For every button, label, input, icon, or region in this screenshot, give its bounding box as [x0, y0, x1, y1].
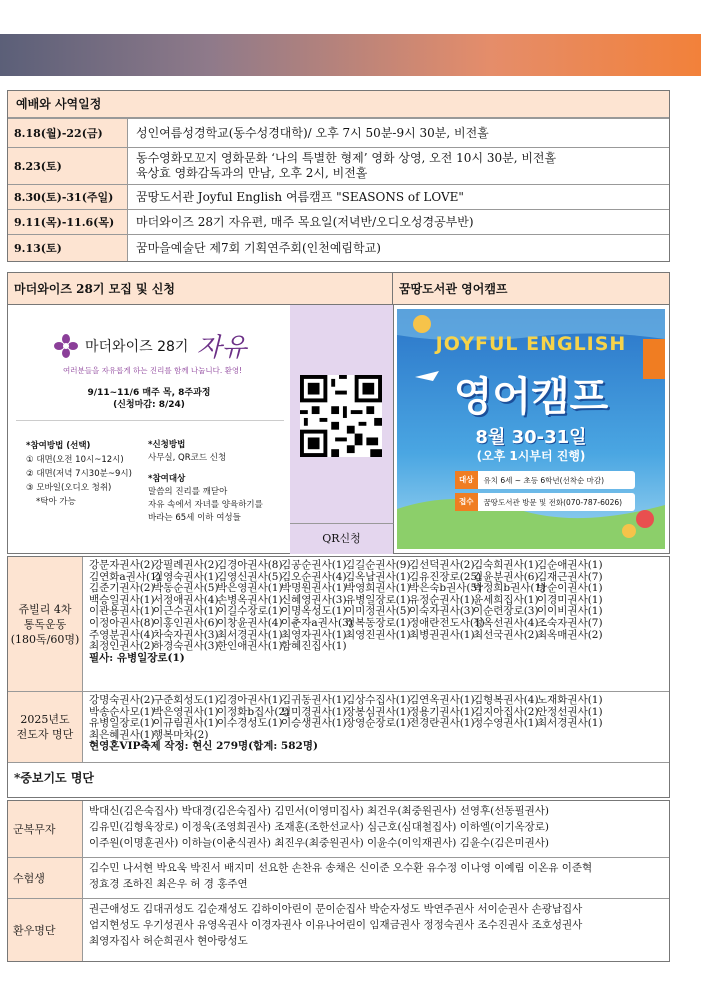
- camp-banner-date: 8월 30-31일: [475, 427, 587, 448]
- member-name: 정옥선권사(4): [473, 616, 539, 629]
- military-line: 박대신(김은숙집사) 박대경(김은숙집사) 김민서(이영미집사) 최건우(최중원권사) 선영후(선동필권사): [89, 805, 550, 817]
- member-name: 최정인권사(2): [89, 640, 155, 653]
- member-name: 장영순장로(1): [345, 717, 411, 730]
- jubilee-label: [8, 557, 83, 691]
- target-text: 바라는 65세 이하 여성들: [148, 513, 241, 523]
- member-name: 이정화b집사(2): [217, 705, 290, 718]
- qr-cell: [290, 305, 394, 523]
- camp-apply-label: 접수: [455, 493, 478, 511]
- programs-section: [7, 272, 670, 554]
- member-name: 정수영권사(1): [473, 717, 539, 730]
- military-label: 군복무자: [8, 801, 83, 857]
- camp-banner-time: (오후 1시부터 진행): [476, 449, 586, 463]
- method-item: ② 대면(저녁 7시30분~9시): [26, 469, 132, 479]
- exam-line: 김수민 나서현 박요욱 박진서 배지미 선요한 손찬유 송채은 신이준 오수환 유수정 이나영 이예림 이온유 이준혁: [89, 862, 593, 874]
- member-name: 최병권권사(1): [409, 628, 475, 641]
- jubilee-label-line: 통독운동: [23, 617, 67, 631]
- patient-line: 권근애성도 김대귀성도 김순재성도 김하이아린이 문이순집사 박순자성도 박연주권사 서이순권사 손광남집사: [89, 903, 583, 915]
- poster-divider: [16, 420, 284, 421]
- poster-apply: [148, 439, 263, 525]
- schedule-date: 9.13(토): [8, 235, 128, 261]
- jubilee-row: [8, 557, 669, 692]
- schedule-row: [8, 118, 669, 147]
- member-name: 최서경권사(1): [537, 717, 603, 730]
- member-name: 김경아권사(1): [217, 694, 283, 706]
- member-name: 한인애권사(1): [217, 640, 283, 653]
- poster-header: [53, 327, 247, 364]
- member-name: 김유진장로(25): [409, 570, 482, 583]
- schedule-text: 마더와이즈 28기 자유편, 매주 목요일(저녁반/오디오성경공부반): [136, 214, 474, 229]
- camp-title: 꿈땅도서관 영어캠프: [393, 273, 669, 305]
- apply-text: 사무실, QR코드 신청: [148, 453, 227, 463]
- schedule-date: 8.23(토): [8, 148, 128, 184]
- member-name: 이관용권사(1): [89, 605, 155, 618]
- evangelist-row: [8, 692, 669, 763]
- schedule-row: [8, 184, 669, 209]
- member-name: 장봉심권사(1): [345, 705, 411, 718]
- camp-banner: [397, 309, 665, 549]
- poster-title: 마더와이즈 28기: [85, 338, 189, 355]
- member-name: 최선국권사(2): [473, 628, 539, 641]
- member-name: 함혜진집사(1): [281, 640, 347, 653]
- member-name: 김길순권사(9): [345, 559, 411, 571]
- jubilee-label-line: (180독/60명): [10, 632, 80, 646]
- member-name: 안정선권사(1): [537, 705, 603, 718]
- schedule-title: 예배와 사역일정: [8, 91, 669, 118]
- method-item: *탁아 가능: [36, 497, 76, 507]
- member-name: 노재화권사(1): [537, 694, 603, 706]
- qr-code[interactable]: [300, 375, 382, 457]
- member-name: 최서경권사(1): [217, 628, 283, 641]
- schedule-text: 동수영화모꼬지 영화문화 ‘나의 특별한 형제’ 영화 상영, 오전 10시 30분, 비전홀: [136, 151, 557, 165]
- exam-line: 정효경 조하진 최은우 허 경 홍주연: [89, 878, 248, 890]
- member-name: 김선덕권사(2): [409, 559, 475, 571]
- member-name: 이홍인권사(6): [153, 616, 219, 629]
- schedule-row: [8, 234, 669, 261]
- target-title: *참여대상: [148, 474, 186, 484]
- member-name: 유병일장로(1): [89, 717, 155, 730]
- member-name: 이경미권사(1): [537, 593, 603, 606]
- poster-sub: 여러분들을 자유롭게 하는 진리를 함께 나눕니다. 환영!: [63, 366, 243, 375]
- method-title: *참여방법 (선택): [26, 441, 91, 451]
- poster-dates: 9/11~11/6 매주 목, 8주과정: [87, 388, 211, 398]
- member-name: 강문자권사(2): [89, 559, 155, 571]
- schedule-date: 9.11(목)-11.6(목): [8, 210, 128, 234]
- member-name: 주영분권사(4): [89, 628, 155, 641]
- member-name: 박명원권사(1): [281, 582, 347, 595]
- member-name: 김영신권사(5): [217, 570, 283, 583]
- camp-banner-main: 영어캠프: [453, 374, 609, 420]
- exam-row: [8, 857, 669, 898]
- evangelist-label: [8, 692, 83, 762]
- poster-deadline: (신청마감: 8/24): [113, 400, 185, 410]
- prayer-title: *중보기도 명단: [14, 771, 95, 785]
- member-name: 이규림권사(1): [153, 717, 219, 730]
- member-name: 김상수집사(1): [345, 694, 411, 706]
- poster-method: [26, 439, 132, 509]
- member-name: 최옥매권사(2): [537, 628, 603, 641]
- member-name: 손병옥권사(1): [217, 593, 283, 606]
- schedule-text: 육상효 영화감독과의 만남, 오후 2시, 비전홀: [136, 166, 368, 180]
- top-banner: [0, 34, 701, 76]
- member-name: 이정아권사(8): [89, 616, 155, 629]
- member-name: 김귀동권사(1): [281, 694, 347, 706]
- member-name: 행복마차(2): [153, 728, 209, 741]
- member-name: 유정순권사(1): [409, 593, 475, 606]
- member-name: 김옥남권사(1): [345, 570, 411, 583]
- camp-apply-text: 꿈땅도서관 방문 및 전화(070-787-6026): [483, 497, 623, 507]
- schedule-row: [8, 209, 669, 234]
- evangelist-label-line: 전도자 명단: [16, 728, 74, 741]
- target-text: 자유 속에서 자녀를 양육하기를: [148, 500, 263, 510]
- military-line: 이주원(이명훈권사) 이하늘(이춘식권사) 최진우(최중원권사) 이윤수(이익재권사) 김윤수(김은미권사): [89, 837, 550, 849]
- member-name: 김순애권사(1): [537, 559, 603, 571]
- member-name: 이춘자a권사(3): [281, 616, 353, 629]
- member-name: 김오순권사(4): [281, 570, 347, 583]
- camp-target-box: [455, 471, 635, 489]
- member-name: 이숙자권사(3): [409, 605, 475, 618]
- schedule-text: 꿈마을예술단 제7회 기획연주회(인천예림학교): [136, 240, 381, 255]
- member-name: 강명숙권사(2): [89, 694, 155, 706]
- member-name: 윤세희집사(1): [473, 593, 539, 606]
- member-name: 서정애권사(4): [153, 593, 219, 606]
- vip-festival-note: 현영혼VIP축제 작정: 현신 279명(합계: 582명): [89, 740, 318, 753]
- member-name: 방순이권사(1): [537, 582, 603, 595]
- member-name: 김준기권사(2): [89, 582, 155, 595]
- member-name: 김연옥권사(1): [409, 694, 475, 706]
- member-name: 정용기권사(1): [409, 705, 475, 718]
- camp-banner-top: JOYFUL ENGLISH: [435, 333, 627, 355]
- flower-icon: [53, 333, 79, 359]
- member-name: 최은혜권사(1): [89, 728, 155, 741]
- jubilee-names: [83, 557, 669, 691]
- exam-list: [83, 858, 669, 898]
- member-name: 정복동장로(1): [345, 616, 411, 629]
- member-name: 이미정권사(5): [345, 605, 411, 618]
- member-name: 신혜영권사(3): [281, 593, 347, 606]
- military-list: [83, 801, 669, 857]
- member-name: 정애란전도사(1): [409, 616, 485, 629]
- schedule-row: [8, 147, 669, 184]
- military-row: [8, 801, 669, 857]
- exam-label: 수험생: [8, 858, 83, 898]
- schedule-text: 성인여름성경학교(동수성경대학)/ 오후 7시 50분-9시 30분, 비전홀: [136, 125, 489, 140]
- member-name: 박정희b권사(1): [473, 582, 546, 595]
- member-name: 김숙희권사(1): [473, 559, 539, 571]
- member-name: 김영숙권사(1): [153, 570, 219, 583]
- member-name: 박송순사모(1): [89, 705, 155, 718]
- member-name: 박은영권사(1): [217, 582, 283, 595]
- member-name: 이길수장로(1): [217, 605, 283, 618]
- member-name: 박영희권사(1): [345, 582, 411, 595]
- member-name: 전경란권사(1): [409, 717, 475, 730]
- member-name: 김경아권사(8): [217, 559, 283, 571]
- member-name: 박은숙b권사(5): [409, 582, 482, 595]
- apply-title: *신청방법: [148, 440, 186, 450]
- member-name: 박은영권사(1): [153, 705, 219, 718]
- member-name: 이수경성도(1): [217, 717, 283, 730]
- member-name: 김형복권사(4): [473, 694, 539, 706]
- members-table: [7, 556, 670, 798]
- patient-row: [8, 898, 669, 961]
- jubilee-label-line: 쥬빌리 4차: [18, 602, 72, 616]
- member-name: 김공순권사(1): [281, 559, 347, 571]
- patient-label: 환우명단: [8, 899, 83, 961]
- member-name: 하경숙권사(3): [153, 640, 219, 653]
- member-name: 유병일장로(1): [345, 593, 411, 606]
- member-name: 이창윤권사(4): [217, 616, 283, 629]
- patient-line: 최영자집사 허순희권사 현아랑성도: [89, 935, 248, 947]
- member-name: 강필례권사(2): [153, 559, 219, 571]
- member-name: 김지아집사(2): [473, 705, 539, 718]
- target-text: 말씀의 진리를 깨닫아: [148, 487, 228, 497]
- poster-title-big: 자유: [196, 333, 247, 363]
- evangelist-names: [83, 692, 669, 762]
- member-name: 김재근권사(7): [537, 570, 603, 583]
- schedule-date: 8.30(토)-31(주일): [8, 185, 128, 209]
- member-name: 차숙자권사(3): [153, 628, 219, 641]
- camp-target-text: 유치 6세 ~ 초등 6학년(선착순 마감): [483, 475, 605, 485]
- motherwise-poster: [8, 305, 291, 553]
- patient-list: [83, 899, 669, 961]
- member-name: 이승생권사(1): [281, 717, 347, 730]
- member-name: 박동순권사(5): [153, 582, 219, 595]
- schedule-table: [7, 90, 670, 262]
- member-name: 최영자권사(1): [281, 628, 347, 641]
- schedule-text-group: [128, 148, 669, 184]
- prayer-table: [7, 800, 670, 962]
- member-name: 구준회성도(1): [153, 694, 219, 706]
- schedule-date: 8.18(월)-22(금): [8, 119, 128, 147]
- method-item: ③ 모바일(오디오 청취): [26, 483, 112, 493]
- camp-target-label: 대상: [455, 471, 478, 489]
- method-item: ① 대면(오전 10시~12시): [26, 455, 124, 465]
- member-name: 임미경권사(1): [281, 705, 347, 718]
- qr-label: QR신청: [290, 523, 394, 554]
- member-name: 이명옥성도(1): [281, 605, 347, 618]
- transcription-note: 필사: 유병일장로(1): [89, 651, 185, 664]
- patient-line: 엄지현성도 우기성권사 유영옥권사 이경자권사 이유나어린이 임재금권사 정정숙권사 조수진권사 조호성권사: [89, 919, 583, 931]
- member-name: 김윤분권사(6): [473, 570, 539, 583]
- military-line: 김유민(김형욱장로) 이정욱(조영희권사) 조재훈(조한선교사) 심근호(심대철집사) 이하엘(이기옥장로): [89, 821, 550, 833]
- member-name: 김연화a권사(1): [89, 570, 161, 583]
- evangelist-label-line: 2025년도: [20, 713, 70, 726]
- member-name: 조숙자권사(7): [537, 616, 603, 629]
- motherwise-title: 마더와이즈 28기 모집 및 신청: [8, 273, 393, 305]
- member-name: 최영진권사(1): [345, 628, 411, 641]
- schedule-text: 꿈땅도서관 Joyful English 여름캠프 "SEASONS of LOVE": [136, 189, 464, 204]
- member-name: 이근수권사(1): [153, 605, 219, 618]
- member-name: 이순련장로(3): [473, 605, 539, 618]
- camp-apply-box: [455, 493, 635, 511]
- member-name: 백승일권사(1): [89, 593, 155, 606]
- member-name: 이이비권사(1): [537, 605, 603, 618]
